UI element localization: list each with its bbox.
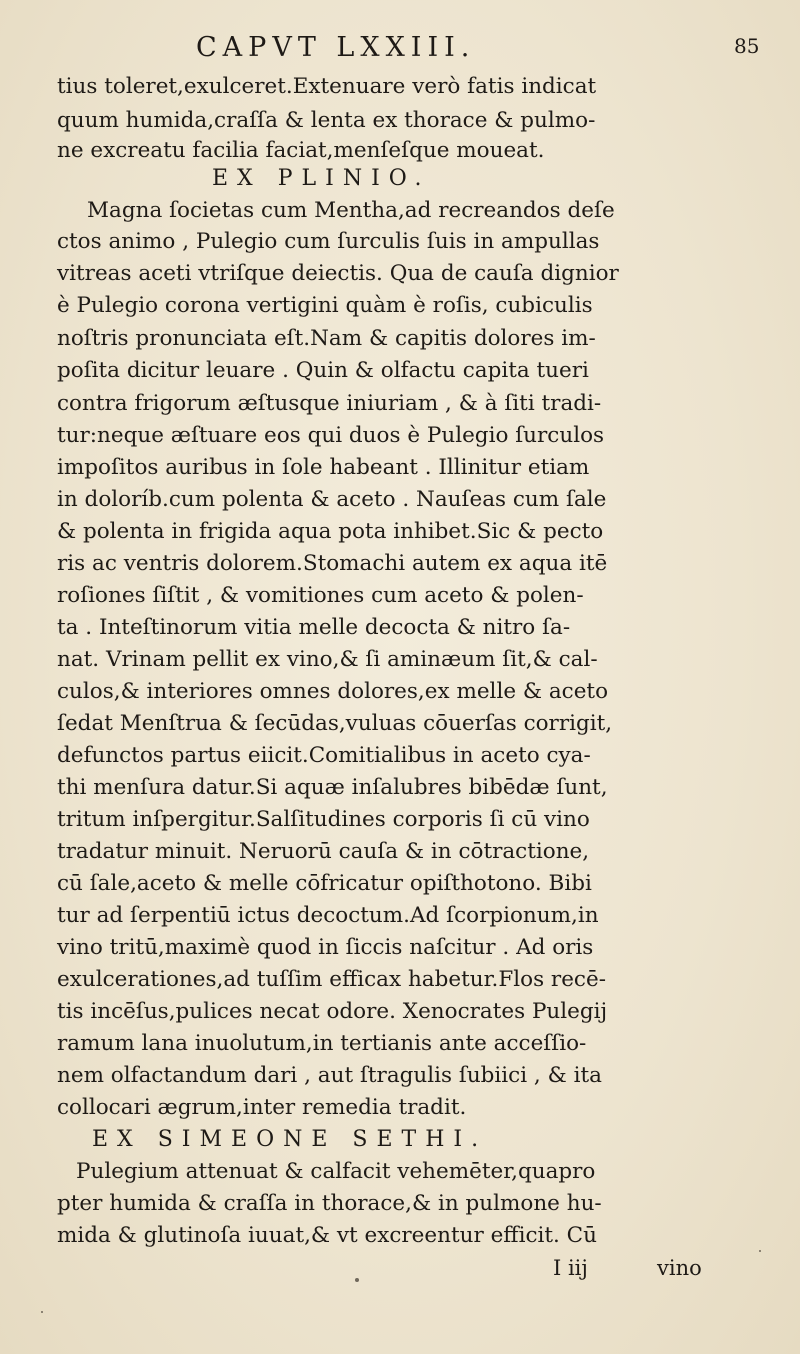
text-line: Magna ſocietas cum Mentha,ad recreandos deſe bbox=[87, 198, 615, 223]
ink-speck bbox=[41, 1311, 43, 1313]
text-line: è Pulegio corona vertigini quàm è roſis, cubiculis bbox=[57, 293, 593, 318]
text-line: roſiones ſiſtit , & vomitiones cum aceto & polen- bbox=[57, 583, 584, 608]
text-line: mida & glutinoſa iuuat,& vt excreentur efficit. Cū bbox=[57, 1223, 597, 1248]
text-line: contra frigorum æſtusque iniuriam , & à ſiti tradi- bbox=[57, 391, 602, 416]
ink-speck bbox=[759, 1250, 761, 1252]
text-line: ctos animo , Pulegio cum ſurculis ſuis in ampullas bbox=[57, 229, 600, 254]
text-line: thi menſura datur.Si aquæ inſalubres bibēdæ ſunt, bbox=[57, 775, 608, 800]
text-line: quum humida,craſſa & lenta ex thorace & pulmo- bbox=[57, 108, 596, 133]
text-line: culos,& interiores omnes dolores,ex melle & aceto bbox=[57, 679, 609, 704]
chapter-title: CAPVT LXXIII. bbox=[196, 32, 476, 63]
section-heading-plinio: EX PLINIO. bbox=[212, 166, 431, 191]
text-line: exulcerationes,ad tuſſim efficax habetur.Flos recē- bbox=[57, 967, 606, 992]
text-line: tur:neque æſtuare eos qui duos è Pulegio ſurculos bbox=[57, 423, 605, 448]
text-line: ſedat Menſtrua & ſecūdas,vuluas cōuerſas corrigit, bbox=[57, 711, 613, 736]
catchword: vino bbox=[657, 1256, 702, 1280]
text-line: defunctos partus eiicit.Comitialibus in aceto cya- bbox=[57, 743, 591, 768]
text-line: tis incēſus,pulices necat odore. Xenocrates Pulegij bbox=[57, 999, 608, 1024]
text-line: ne excreatu facilia faciat,menſeſque moueat. bbox=[57, 138, 545, 163]
text-line: impoſitos auribus in ſole habeant . Illinitur etiam bbox=[57, 455, 590, 480]
section-heading-simeone: EX SIMEONE SETHI. bbox=[92, 1127, 488, 1152]
text-line: in doloríb.cum polenta & aceto . Nauſeas cum ſale bbox=[57, 487, 607, 512]
text-line: poſita dicitur leuare . Quin & olfactu capita tueri bbox=[57, 358, 589, 383]
ink-speck bbox=[355, 1278, 359, 1282]
page-number: 85 bbox=[734, 34, 760, 58]
text-line: nem olfactandum dari , aut ſtragulis ſubiici , & ita bbox=[57, 1063, 602, 1088]
text-line: ramum lana inuolutum,in tertianis ante acceſſio- bbox=[57, 1031, 587, 1056]
text-line: noſtris pronunciata eſt.Nam & capitis dolores im- bbox=[57, 326, 596, 351]
text-line: ta . Inteſtinorum vitia melle decocta & nitro ſa- bbox=[57, 615, 571, 640]
text-line: vitreas aceti vtriſque deiectis. Qua de cauſa dignior bbox=[57, 261, 619, 286]
signature-mark: I iij bbox=[553, 1256, 588, 1280]
text-line: ris ac ventris dolorem.Stomachi autem ex aqua itē bbox=[57, 551, 608, 576]
text-line: collocari ægrum,inter remedia tradit. bbox=[57, 1095, 467, 1120]
text-line: Pulegium attenuat & calfacit vehemēter,quapro bbox=[76, 1159, 596, 1184]
text-line: nat. Vrinam pellit ex vino,& ſi aminæum ſit,& cal- bbox=[57, 647, 598, 672]
text-line: tradatur minuit. Neruorū cauſa & in cōtractione, bbox=[57, 839, 590, 864]
text-line: tritum inſpergitur.Salſitudines corporis ſi cū vino bbox=[57, 807, 590, 832]
text-line: cū ſale,aceto & melle cōfricatur opiſthotono. Bibi bbox=[57, 871, 592, 896]
text-line: pter humida & craſſa in thorace,& in pulmone hu- bbox=[57, 1191, 602, 1216]
text-line: tius toleret,exulceret.Extenuare verò fatis indicat bbox=[57, 74, 597, 99]
text-line: tur ad ſerpentiū ictus decoctum.Ad ſcorpionum,in bbox=[57, 903, 599, 928]
text-line: vino tritū,maximè quod in ſiccis naſcitur . Ad oris bbox=[57, 935, 594, 960]
text-line: & polenta in frigida aqua pota inhibet.Sic & pecto bbox=[57, 519, 604, 544]
